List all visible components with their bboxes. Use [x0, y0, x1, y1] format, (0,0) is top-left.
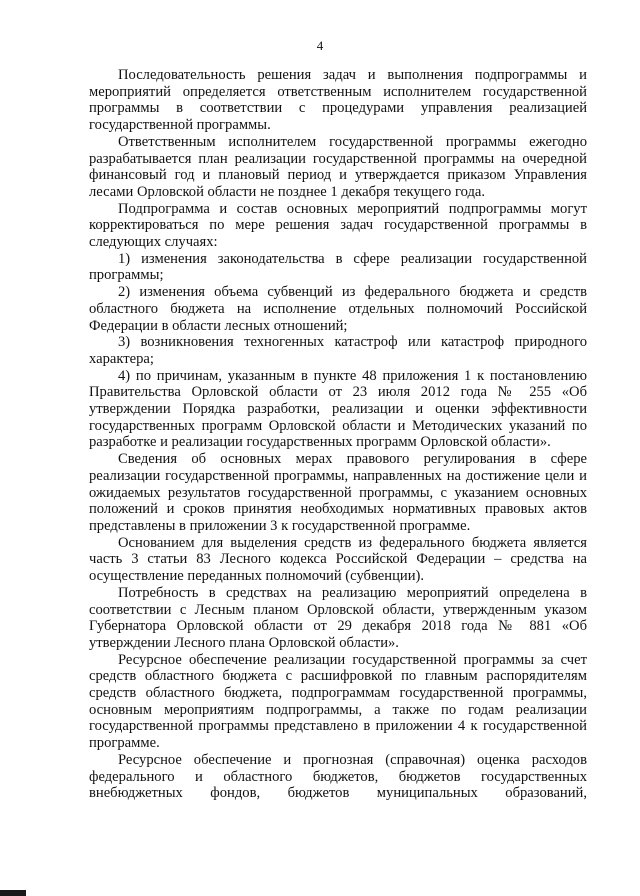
scan-edge-mark [0, 890, 26, 896]
paragraph-legal-regulation: Сведения об основных мерах правового регулирования в сфере реализации государственной программы, направленных на достижение цели и ожидаемых результатов государственной программы, с указанием основных положений и сроков принятия необходимых нормативных правовых актов представлены в приложении 3 к государственной программе. [89, 451, 587, 534]
paragraph-resource-forecast: Ресурсное обеспечение и прогнозная (справочная) оценка расходов федерального и областного бюджетов, бюджетов государственных внебюджетных фондов, бюджетов муниципальных образований, [89, 751, 587, 802]
list-item-case-1: 1) изменения законодательства в сфере реализации государственной программы; [89, 250, 587, 284]
paragraph-funding-need: Потребность в средствах на реализацию мероприятий определена в соответствии с Лесным планом Орловской области, утвержденным указом Губернатора Орловской области от 29 декабря 2018 года № 881 «Об утверждении Лесного плана Орловской области». [89, 584, 587, 651]
list-item-case-3: 3) возникновения техногенных катастроф или катастроф природного характера; [89, 334, 587, 367]
page-number: 4 [316, 38, 324, 53]
paragraph-regional-budget-resources: Ресурсное обеспечение реализации государственной программы за счет средств областного бюджета с расшифровкой по главным распорядителям средств областного бюджета, подпрограммам государственной программы, основным мероприятиям подпрограммы, а также по годам реализации государственной программы представлено в приложении 4 к государственной программе. [89, 651, 587, 752]
paragraph-federal-funding-basis: Основанием для выделения средств из федерального бюджета является часть 3 статьи 83 Лесного кодекса Российской Федерации – средства на осуществление переданных полномочий (субвенции). [89, 534, 587, 585]
paragraph-adjustment-cases: Подпрограмма и состав основных мероприятий подпрограммы могут корректироваться по мере решения задач государственной программы в следующих случаях: [89, 200, 587, 251]
document-body [89, 67, 587, 802]
list-item-case-2: 2) изменения объема субвенций из федерального бюджета и средств областного бюджета на исполнение отдельных полномочий Российской Федерации в области лесных отношений; [89, 284, 587, 334]
paragraph-execution-sequence: Последовательность решения задач и выполнения подпрограммы и мероприятий определяется ответственным исполнителем государственной программы в соответствии с процедурами управления реализацией государственной программы. [89, 67, 587, 134]
list-item-case-4: 4) по причинам, указанным в пункте 48 приложения 1 к постановлению Правительства Орловской области от 23 июля 2012 года № 255 «Об утверждении Порядка разработки, реализации и оценки эффективности государственных программ Орловской области и Методических указаний по разработке и реализации государственных программ Орловской области». [89, 367, 587, 451]
paragraph-annual-plan: Ответственным исполнителем государственной программы ежегодно разрабатывается план реализации государственной программы на очередной финансовый год и плановый период и утверждается приказом Управления лесами Орловской области не позднее 1 декабря текущего года. [89, 133, 587, 200]
